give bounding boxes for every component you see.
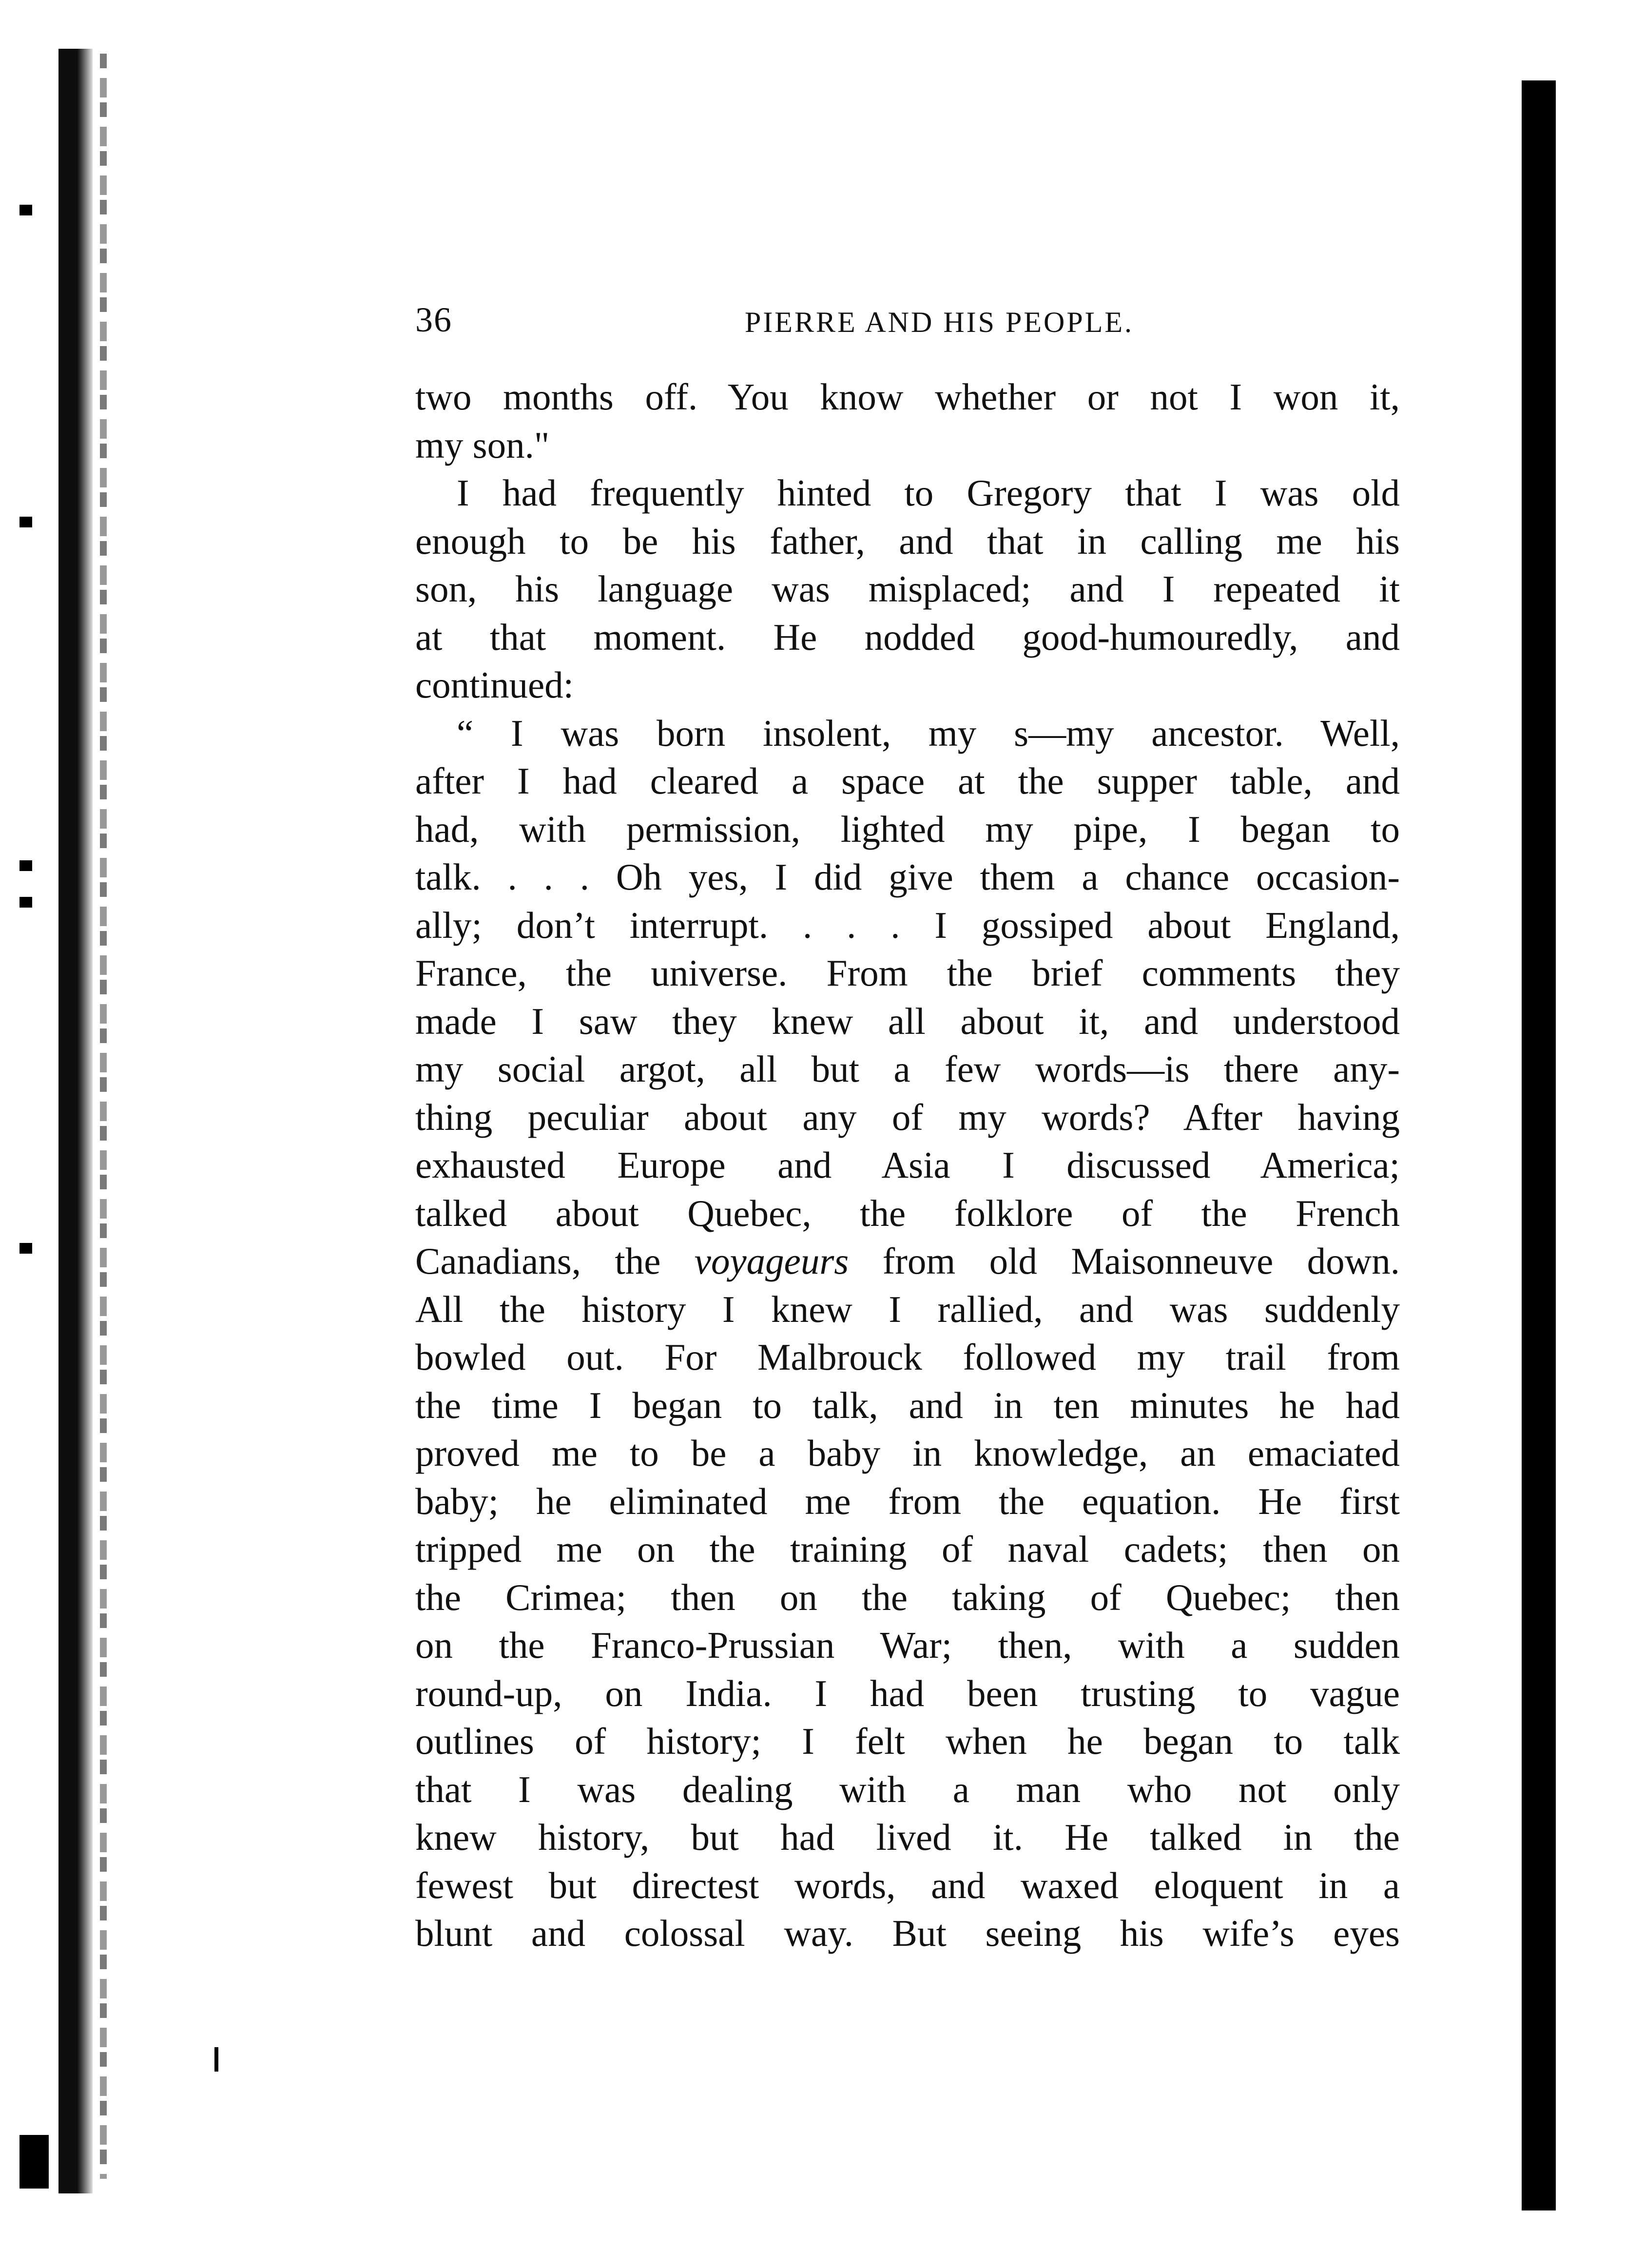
text-line: tripped me on the training of naval cadets; then on [415,1528,1400,1570]
text-line: talked about Quebec, the folklore of the French [415,1192,1400,1234]
italic-word: voyageurs [694,1240,849,1282]
text-line: All the history I knew I rallied, and was suddenly [415,1288,1400,1330]
scan-edge-right [1522,80,1556,2210]
text-line-with-italic [415,1237,1400,1285]
page-number: 36 [415,300,452,339]
text-line: proved me to be a baby in knowledge, an emaciated [415,1432,1400,1474]
text-line: after I had cleared a space at the supper table, and [415,760,1400,802]
scan-mark [214,2047,218,2072]
scan-edge-left [58,49,93,2193]
text-line: France, the universe. From the brief comments they [415,952,1400,994]
text-line: the Crimea; then on the taking of Quebec; then [415,1576,1400,1618]
text-line: exhausted Europe and Asia I discussed America; [415,1144,1400,1186]
scan-mark [19,2135,49,2189]
text-line: thing peculiar about any of my words? After having [415,1096,1400,1138]
text-line: enough to be his father, and that in calling me his [415,520,1400,562]
text-segment: Canadians, the [415,1240,695,1282]
text-line: “ I was born insolent, my s—my ancestor. Well, [457,712,1400,754]
text-line: talk. . . . Oh yes, I did give them a chance occasion- [415,856,1400,898]
text-line: I had frequently hinted to Gregory that I was old [457,472,1400,514]
page-title: PIERRE AND HIS PEOPLE. [744,306,1134,338]
text-line: made I saw they knew all about it, and understood [415,1000,1400,1042]
text-line: knew history, but had lived it. He talked in the [415,1816,1400,1858]
text-line: on the Franco-Prussian War; then, with a sudden [415,1624,1400,1666]
text-line: continued: [415,664,574,706]
text-line: outlines of history; I felt when he began to talk [415,1720,1400,1762]
body-text [415,373,1400,1958]
text-line: my social argot, all but a few words—is there any- [415,1048,1400,1090]
page-content [415,300,1400,1958]
text-line: baby; he eliminated me from the equation. He first [415,1480,1400,1522]
text-line: fewest but directest words, and waxed eloquent in a [415,1864,1400,1906]
scan-mark [19,517,32,527]
text-line: two months off. You know whether or not I won it, [415,376,1400,418]
scan-mark [19,860,32,871]
text-line: son, his language was misplaced; and I repeated it [415,568,1400,610]
scan-mark [19,205,32,215]
scan-mark [19,1243,32,1254]
text-line: blunt and colossal way. But seeing his wife’s eyes [415,1912,1400,1954]
text-line: at that moment. He nodded good-humouredly, and [415,616,1400,658]
text-line: round-up, on India. I had been trusting to vague [415,1672,1400,1714]
text-line: had, with permission, lighted my pipe, I began to [415,808,1400,850]
scan-mark [19,897,32,908]
text-line: the time I began to talk, and in ten minutes he had [415,1384,1400,1426]
text-line: that I was dealing with a man who not only [415,1768,1400,1810]
text-segment: from old Maisonneuve down. [849,1240,1400,1282]
running-head [415,300,1400,353]
text-line: bowled out. For Malbrouck followed my trail from [415,1336,1400,1378]
text-line: my son." [415,424,550,466]
scan-edge-left-speckle [100,54,107,2179]
text-line: ally; don’t interrupt. . . . I gossiped about England, [415,904,1400,946]
